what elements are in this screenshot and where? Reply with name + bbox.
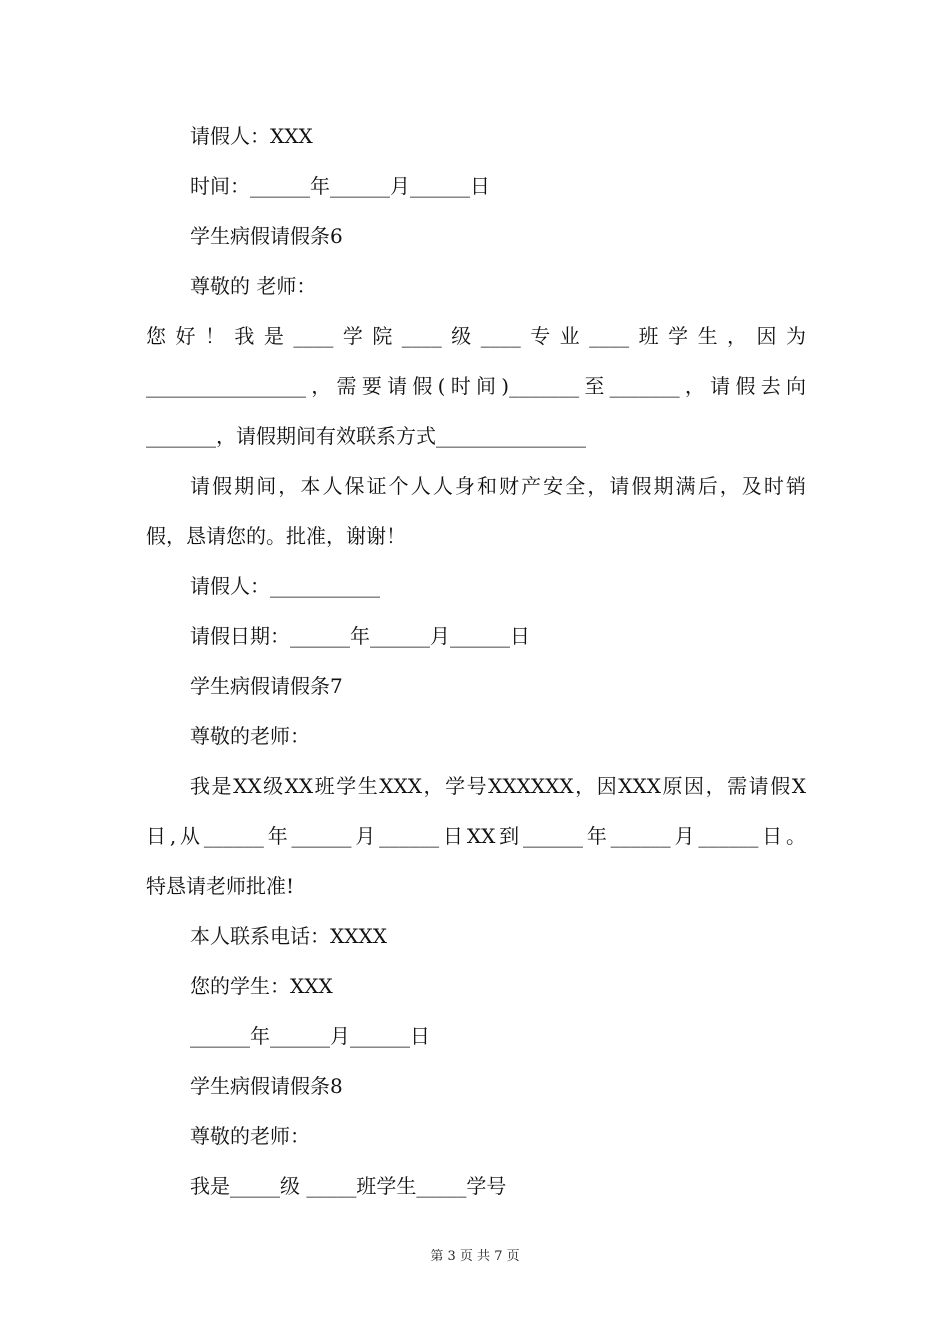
date-line: 请假日期：______年______月______日	[190, 624, 530, 648]
salutation: 尊敬的老师：	[190, 724, 310, 748]
date-line: ______年______月______日	[190, 1024, 430, 1048]
body-text: 日,从______年______月______日XX到______年______月______日。	[146, 824, 806, 848]
contact-line: 本人联系电话：XXXX	[190, 924, 387, 948]
section-title-6: 学生病假请假条6	[190, 224, 343, 248]
requester-line: 请假人：XXX	[190, 124, 313, 148]
body-text: 假，恳请您的。批准，谢谢！	[146, 524, 406, 548]
section-title-8: 学生病假请假条8	[190, 1074, 343, 1098]
body-text: 请假期间，本人保证个人人身和财产安全，请假期满后，及时销	[190, 474, 806, 498]
date-line: 时间：______年______月______日	[190, 174, 490, 198]
body-text: 我是_____级 _____班学生_____学号	[190, 1174, 507, 1198]
body-text: _______，请假期间有效联系方式_______________	[146, 424, 586, 448]
body-text: 我是XX级XX班学生XXX，学号XXXXXX，因XXX原因，需请假X	[190, 774, 806, 798]
body-text: 特恳请老师批准!	[146, 874, 295, 898]
page-footer: 第 3 页 共 7 页	[430, 1249, 520, 1264]
section-title-7: 学生病假请假条7	[190, 674, 343, 698]
salutation: 尊敬的 老师：	[190, 274, 317, 298]
signature-line: 您的学生：XXX	[190, 974, 333, 998]
body-text: 您好！我是____学院____级____专业____班学生，因为	[146, 324, 806, 348]
requester-line: 请假人：___________	[190, 574, 380, 598]
salutation: 尊敬的老师：	[190, 1124, 310, 1148]
body-text: ________________，需要请假(时间)_______至_______，请假去向	[146, 374, 806, 398]
